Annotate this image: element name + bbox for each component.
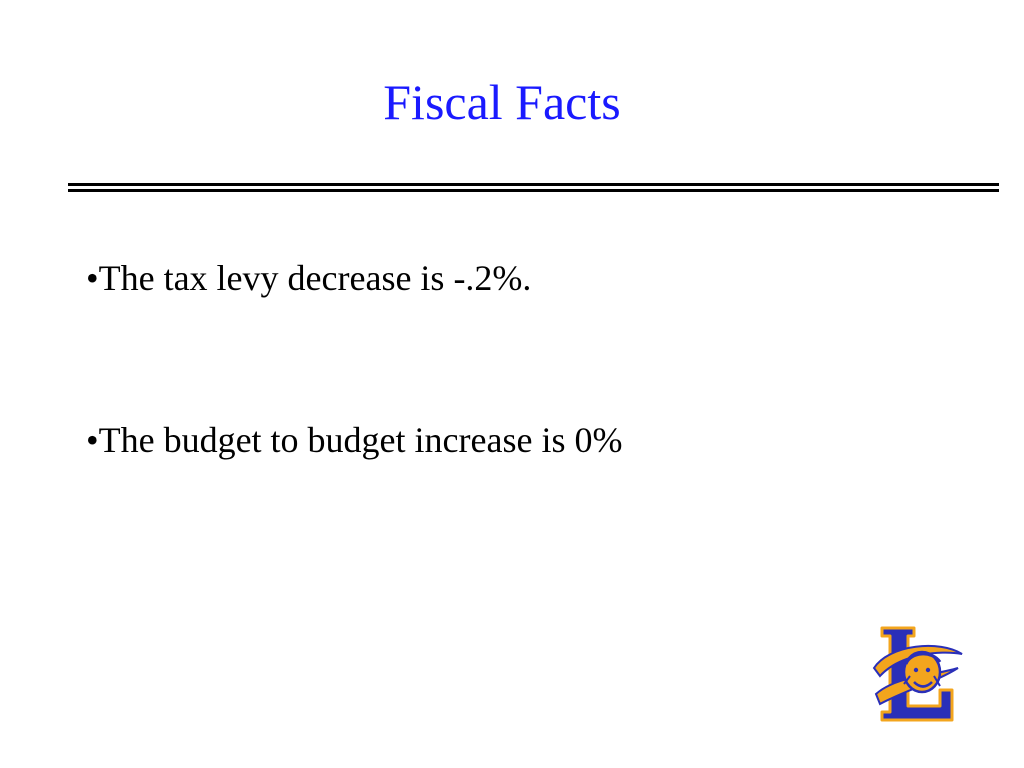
bullet-text: The budget to budget increase is 0%: [98, 420, 623, 460]
bullet-item: [86, 248, 622, 308]
logo-mascot-head: [904, 652, 940, 692]
divider-line-top: [68, 183, 999, 186]
bullet-list: [86, 248, 622, 572]
bullet-text: The tax levy decrease is -.2%.: [98, 258, 532, 298]
bullet-dot: •: [86, 258, 99, 298]
title-divider: [68, 183, 999, 193]
school-logo: [870, 624, 966, 724]
divider-line-bottom: [68, 189, 999, 192]
bullet-dot: •: [86, 420, 99, 460]
bullet-item: [86, 410, 622, 470]
slide-title: Fiscal Facts: [383, 74, 621, 130]
